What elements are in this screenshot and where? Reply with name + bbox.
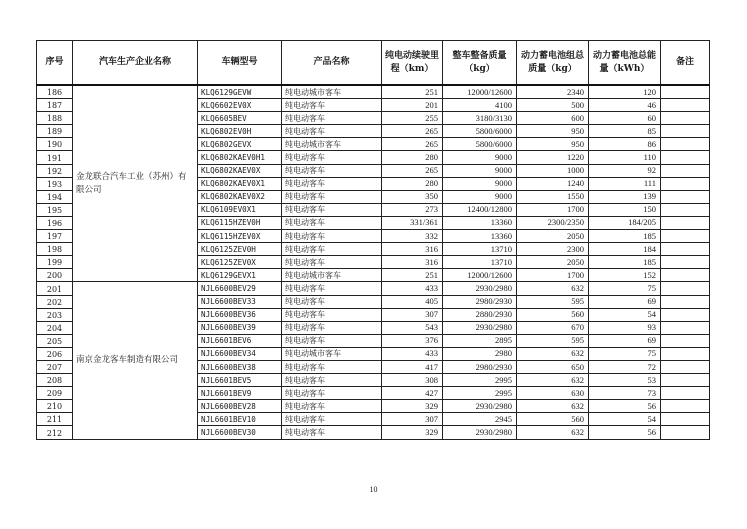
cell-serial: 187 [37,99,73,112]
cell-manufacturer: 金龙联合汽车工业（苏州）有限公司 [73,85,198,282]
cell-product-name: 纯电动城市客车 [282,85,382,99]
cell-battery-energy: 139 [589,190,661,203]
cell-range: 543 [382,321,443,334]
cell-curb-mass: 5800/6000 [443,138,517,151]
cell-battery-mass: 650 [517,360,589,373]
cell-battery-energy: 152 [589,269,661,282]
cell-battery-energy: 185 [589,256,661,269]
cell-battery-energy: 150 [589,203,661,216]
cell-serial: 212 [37,426,73,439]
cell-range: 273 [382,203,443,216]
cell-remarks [661,308,710,321]
cell-serial: 194 [37,190,73,203]
table-header-row [37,41,710,86]
cell-serial: 186 [37,85,73,99]
cell-battery-mass: 632 [517,426,589,439]
cell-battery-energy: 184/205 [589,216,661,229]
cell-range: 329 [382,426,443,439]
cell-model: NJL6600BEV29 [198,282,282,295]
cell-battery-energy: 56 [589,426,661,439]
cell-product-name: 纯电动客车 [282,151,382,164]
table-row [37,85,710,99]
cell-model: KLQ6125ZEV0H [198,243,282,256]
cell-model: KLQ6109EV0X1 [198,203,282,216]
cell-serial: 203 [37,308,73,321]
cell-serial: 189 [37,125,73,138]
cell-battery-energy: 75 [589,347,661,360]
cell-battery-mass: 560 [517,413,589,426]
cell-model: KLQ6129GEVX1 [198,269,282,282]
cell-product-name: 纯电动客车 [282,243,382,256]
cell-curb-mass: 13710 [443,243,517,256]
cell-model: NJL6600BEV36 [198,308,282,321]
cell-remarks [661,164,710,177]
cell-product-name: 纯电动客车 [282,99,382,112]
cell-range: 433 [382,347,443,360]
cell-product-name: 纯电动客车 [282,216,382,229]
cell-model: KLQ6802KAEV0X1 [198,177,282,190]
cell-product-name: 纯电动客车 [282,256,382,269]
table-row [37,282,710,295]
cell-battery-mass: 950 [517,138,589,151]
cell-range: 417 [382,360,443,373]
cell-range: 316 [382,256,443,269]
cell-range: 331/361 [382,216,443,229]
cell-curb-mass: 2995 [443,387,517,400]
cell-curb-mass: 4100 [443,99,517,112]
cell-curb-mass: 9000 [443,177,517,190]
cell-remarks [661,400,710,413]
cell-curb-mass: 3180/3130 [443,112,517,125]
cell-remarks [661,85,710,99]
cell-serial: 198 [37,243,73,256]
cell-range: 265 [382,138,443,151]
cell-battery-mass: 950 [517,125,589,138]
cell-battery-energy: 93 [589,321,661,334]
cell-product-name: 纯电动城市客车 [282,269,382,282]
cell-model: KLQ6605BEV [198,112,282,125]
cell-battery-energy: 60 [589,112,661,125]
cell-product-name: 纯电动客车 [282,308,382,321]
cell-remarks [661,99,710,112]
cell-curb-mass: 12000/12600 [443,85,517,99]
cell-battery-mass: 630 [517,387,589,400]
cell-model: KLQ6125ZEV0X [198,256,282,269]
cell-curb-mass: 2880/2930 [443,308,517,321]
cell-remarks [661,347,710,360]
header-battery-mass: 动力蓄电池组总质量（kg） [517,41,589,86]
cell-product-name: 纯电动客车 [282,360,382,373]
cell-range: 307 [382,308,443,321]
cell-curb-mass: 2995 [443,374,517,387]
cell-battery-energy: 73 [589,387,661,400]
cell-product-name: 纯电动客车 [282,190,382,203]
cell-curb-mass: 9000 [443,190,517,203]
vehicle-catalog-table [36,40,710,440]
cell-curb-mass: 2945 [443,413,517,426]
cell-curb-mass: 2895 [443,334,517,347]
cell-serial: 191 [37,151,73,164]
cell-remarks [661,243,710,256]
cell-curb-mass: 2930/2980 [443,426,517,439]
cell-curb-mass: 12000/12600 [443,269,517,282]
cell-battery-mass: 2300 [517,243,589,256]
cell-curb-mass: 2930/2980 [443,282,517,295]
cell-range: 433 [382,282,443,295]
cell-product-name: 纯电动客车 [282,230,382,243]
cell-battery-mass: 632 [517,347,589,360]
cell-model: NJL6600BEV33 [198,295,282,308]
cell-battery-energy: 86 [589,138,661,151]
cell-product-name: 纯电动客车 [282,203,382,216]
cell-model: NJL6600BEV28 [198,400,282,413]
cell-range: 376 [382,334,443,347]
cell-range: 251 [382,269,443,282]
cell-curb-mass: 2980/2930 [443,360,517,373]
cell-product-name: 纯电动客车 [282,374,382,387]
cell-range: 280 [382,177,443,190]
cell-remarks [661,190,710,203]
cell-product-name: 纯电动客车 [282,400,382,413]
cell-remarks [661,269,710,282]
cell-remarks [661,334,710,347]
cell-battery-energy: 120 [589,85,661,99]
cell-battery-mass: 1220 [517,151,589,164]
cell-model: NJL6601BEV6 [198,334,282,347]
cell-curb-mass: 2930/2980 [443,321,517,334]
cell-product-name: 纯电动客车 [282,112,382,125]
cell-range: 265 [382,164,443,177]
cell-product-name: 纯电动客车 [282,387,382,400]
cell-battery-energy: 85 [589,125,661,138]
cell-serial: 200 [37,269,73,282]
cell-model: NJL6601BEV9 [198,387,282,400]
cell-battery-mass: 1700 [517,269,589,282]
cell-curb-mass: 2980/2930 [443,295,517,308]
cell-serial: 206 [37,347,73,360]
cell-product-name: 纯电动城市客车 [282,347,382,360]
cell-remarks [661,256,710,269]
cell-curb-mass: 2980 [443,347,517,360]
cell-model: KLQ6802KAEV0X [198,164,282,177]
cell-remarks [661,177,710,190]
cell-model: KLQ6115HZEV0H [198,216,282,229]
cell-remarks [661,387,710,400]
cell-serial: 193 [37,177,73,190]
cell-product-name: 纯电动客车 [282,295,382,308]
cell-serial: 204 [37,321,73,334]
cell-range: 427 [382,387,443,400]
cell-range: 329 [382,400,443,413]
cell-range: 251 [382,85,443,99]
cell-battery-energy: 54 [589,308,661,321]
cell-remarks [661,230,710,243]
cell-remarks [661,295,710,308]
cell-manufacturer: 南京金龙客车制造有限公司 [73,282,198,439]
cell-remarks [661,112,710,125]
cell-curb-mass: 5800/6000 [443,125,517,138]
cell-model: KLQ6802EV0H [198,125,282,138]
cell-serial: 201 [37,282,73,295]
cell-product-name: 纯电动城市客车 [282,138,382,151]
cell-range: 280 [382,151,443,164]
cell-battery-energy: 111 [589,177,661,190]
cell-serial: 197 [37,230,73,243]
cell-serial: 192 [37,164,73,177]
cell-remarks [661,321,710,334]
cell-range: 255 [382,112,443,125]
cell-remarks [661,360,710,373]
cell-serial: 196 [37,216,73,229]
cell-battery-mass: 2050 [517,230,589,243]
cell-curb-mass: 13360 [443,216,517,229]
cell-remarks [661,151,710,164]
header-product-name: 产品名称 [282,41,382,86]
cell-serial: 202 [37,295,73,308]
cell-battery-mass: 632 [517,374,589,387]
cell-range: 307 [382,413,443,426]
header-manufacturer: 汽车生产企业名称 [73,41,198,86]
cell-battery-energy: 53 [589,374,661,387]
cell-remarks [661,413,710,426]
cell-battery-energy: 46 [589,99,661,112]
cell-serial: 207 [37,360,73,373]
cell-curb-mass: 13360 [443,230,517,243]
cell-remarks [661,282,710,295]
cell-range: 332 [382,230,443,243]
header-range: 纯电动续驶里程（km） [382,41,443,86]
cell-product-name: 纯电动客车 [282,426,382,439]
cell-battery-mass: 632 [517,282,589,295]
cell-battery-energy: 54 [589,413,661,426]
cell-battery-energy: 184 [589,243,661,256]
cell-range: 308 [382,374,443,387]
cell-battery-mass: 1000 [517,164,589,177]
cell-serial: 210 [37,400,73,413]
cell-remarks [661,138,710,151]
cell-serial: 211 [37,413,73,426]
cell-battery-mass: 1550 [517,190,589,203]
cell-battery-mass: 500 [517,99,589,112]
cell-serial: 195 [37,203,73,216]
header-serial: 序号 [37,41,73,86]
cell-model: KLQ6115HZEV0X [198,230,282,243]
cell-product-name: 纯电动客车 [282,125,382,138]
cell-model: NJL6601BEV5 [198,374,282,387]
cell-range: 201 [382,99,443,112]
cell-battery-mass: 2050 [517,256,589,269]
cell-battery-energy: 56 [589,400,661,413]
cell-serial: 188 [37,112,73,125]
cell-curb-mass: 13710 [443,256,517,269]
cell-model: NJL6600BEV38 [198,360,282,373]
cell-serial: 205 [37,334,73,347]
cell-battery-mass: 600 [517,112,589,125]
cell-battery-energy: 72 [589,360,661,373]
cell-product-name: 纯电动客车 [282,413,382,426]
cell-battery-mass: 1700 [517,203,589,216]
cell-model: NJL6600BEV30 [198,426,282,439]
cell-battery-mass: 595 [517,295,589,308]
cell-model: KLQ6129GEVW [198,85,282,99]
cell-model: NJL6601BEV10 [198,413,282,426]
cell-range: 350 [382,190,443,203]
cell-product-name: 纯电动客车 [282,321,382,334]
cell-model: NJL6600BEV39 [198,321,282,334]
cell-serial: 208 [37,374,73,387]
cell-serial: 190 [37,138,73,151]
header-curb-mass: 整车整备质量（kg） [443,41,517,86]
cell-curb-mass: 9000 [443,164,517,177]
cell-product-name: 纯电动客车 [282,334,382,347]
cell-product-name: 纯电动客车 [282,164,382,177]
cell-remarks [661,125,710,138]
cell-battery-mass: 632 [517,400,589,413]
cell-range: 265 [382,125,443,138]
cell-serial: 199 [37,256,73,269]
cell-model: KLQ6802KAEV0X2 [198,190,282,203]
cell-range: 405 [382,295,443,308]
cell-product-name: 纯电动客车 [282,177,382,190]
cell-battery-energy: 75 [589,282,661,295]
cell-serial: 209 [37,387,73,400]
cell-model: NJL6600BEV34 [198,347,282,360]
page-number: 10 [369,485,378,494]
header-remarks: 备注 [661,41,710,86]
table-body [37,85,710,439]
cell-remarks [661,203,710,216]
cell-remarks [661,216,710,229]
cell-battery-mass: 670 [517,321,589,334]
cell-battery-mass: 595 [517,334,589,347]
cell-curb-mass: 12400/12800 [443,203,517,216]
cell-remarks [661,426,710,439]
cell-battery-energy: 92 [589,164,661,177]
cell-battery-mass: 2340 [517,85,589,99]
cell-curb-mass: 2930/2980 [443,400,517,413]
cell-battery-energy: 69 [589,295,661,308]
cell-range: 316 [382,243,443,256]
header-model: 车辆型号 [198,41,282,86]
cell-battery-energy: 69 [589,334,661,347]
cell-curb-mass: 9000 [443,151,517,164]
cell-model: KLQ6602EV0X [198,99,282,112]
cell-battery-energy: 110 [589,151,661,164]
cell-product-name: 纯电动客车 [282,282,382,295]
cell-battery-energy: 185 [589,230,661,243]
header-battery-energy: 动力蓄电池总能量（kWh） [589,41,661,86]
cell-battery-mass: 1240 [517,177,589,190]
cell-model: KLQ6802GEVX [198,138,282,151]
cell-model: KLQ6802KAEV0H1 [198,151,282,164]
cell-battery-mass: 560 [517,308,589,321]
cell-battery-mass: 2300/2350 [517,216,589,229]
cell-remarks [661,374,710,387]
